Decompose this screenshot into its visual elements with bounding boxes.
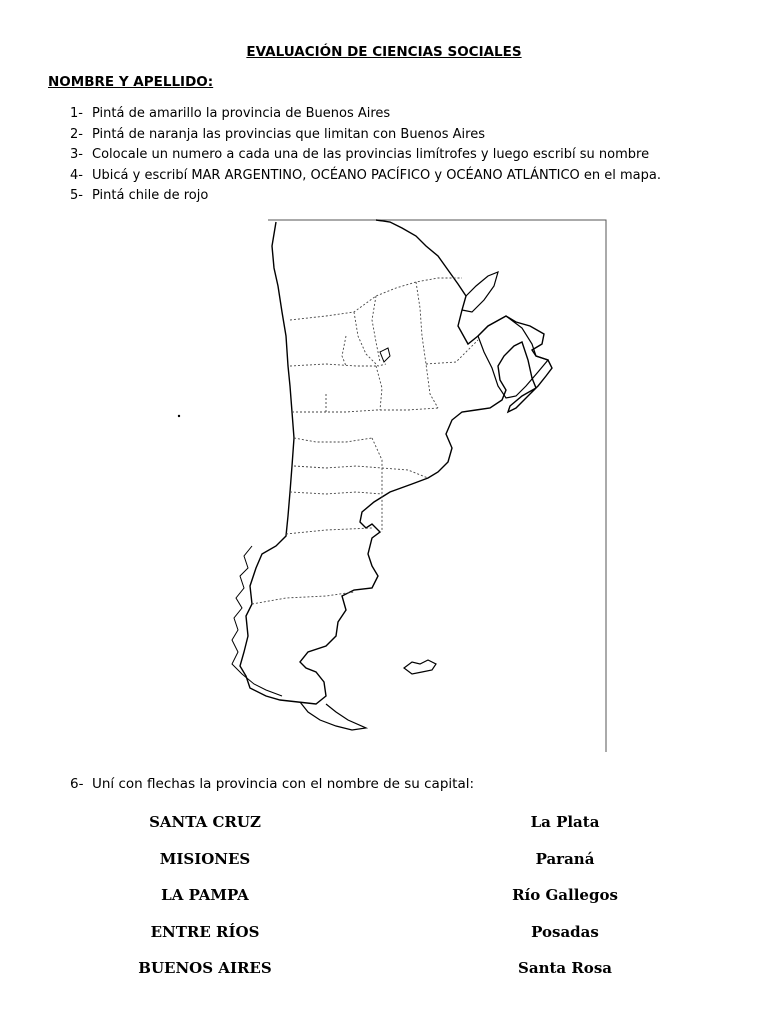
- instruction-number: 1-: [70, 106, 83, 121]
- instruction-item: [70, 104, 661, 125]
- page-title: EVALUACIÓN DE CIENCIAS SOCIALES: [246, 44, 522, 60]
- instruction-number: 4-: [70, 167, 83, 183]
- capitals-column: [460, 810, 670, 993]
- province-item: MISIONES: [159, 849, 251, 868]
- instructions-list: [70, 104, 661, 207]
- instruction-text: Pintá chile de rojo: [92, 188, 209, 203]
- province-item: ENTRE RÍOS: [150, 922, 260, 941]
- argentina-outline-map-icon: [176, 216, 608, 754]
- province-item: LA PAMPA: [161, 886, 249, 904]
- question-6: [70, 776, 474, 792]
- country-outline: [240, 220, 552, 704]
- question-number: 6-: [70, 776, 84, 792]
- capital-item: Santa Rosa: [518, 959, 612, 977]
- instruction-item: [70, 145, 661, 166]
- argentina-map: [176, 216, 608, 754]
- instruction-number: 2-: [70, 126, 83, 142]
- province-item: BUENOS AIRES: [138, 959, 272, 977]
- instruction-item: [70, 166, 661, 187]
- instruction-text: Pintá de amarillo la provincia de Buenos Aires: [92, 106, 391, 121]
- capital-item: Posadas: [531, 922, 599, 941]
- provinces-column: [100, 810, 310, 993]
- question-text: Uní con flechas la provincia con el nombre de su capital:: [92, 776, 475, 792]
- capital-item: Paraná: [535, 849, 595, 868]
- instruction-text: Pintá de naranja las provincias que limitan con Buenos Aires: [92, 126, 485, 142]
- instruction-item: [70, 186, 661, 207]
- instruction-number: 5-: [70, 188, 83, 203]
- instruction-text: Colocale un numero a cada una de las provincias limítrofes y luego escribí su nombre: [92, 147, 650, 162]
- instruction-item: [70, 125, 661, 146]
- province-item: SANTA CRUZ: [149, 813, 261, 831]
- name-label: NOMBRE Y APELLIDO:: [48, 74, 214, 90]
- instruction-number: 3-: [70, 147, 83, 162]
- capital-item: Río Gallegos: [512, 886, 618, 904]
- instruction-text: Ubicá y escribí MAR ARGENTINO, OCÉANO PACÍFICO y OCÉANO ATLÁNTICO en el mapa.: [92, 167, 661, 183]
- capital-item: La Plata: [530, 813, 600, 831]
